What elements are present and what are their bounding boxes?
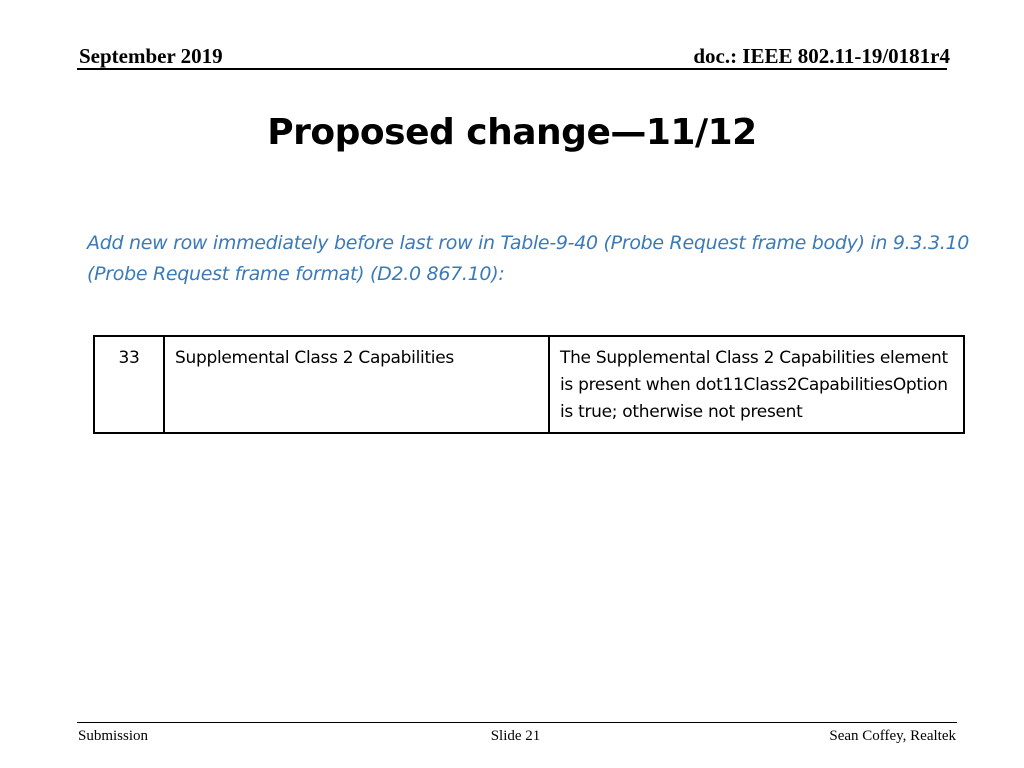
footer-slide-number: Slide 21 xyxy=(490,728,541,744)
instruction-text: Add new row immediately before last row in Table-9-40 (Probe Request frame body) in 9.3.3.10 (Probe Request frame format) (D2.0 867.10): xyxy=(87,232,970,285)
table-row xyxy=(94,336,964,433)
order-cell: 33 xyxy=(94,336,164,433)
header-divider xyxy=(77,68,947,70)
header-date: September 2019 xyxy=(79,44,223,68)
information-cell: Supplemental Class 2 Capabilities xyxy=(164,336,549,433)
proposed-row-table xyxy=(93,335,965,434)
header-doc-id: doc.: IEEE 802.11-19/0181r4 xyxy=(693,44,950,68)
footer-submission: Submission xyxy=(78,728,149,744)
footer-divider xyxy=(77,722,957,723)
footer-author: Sean Coffey, Realtek xyxy=(829,728,956,744)
notes-cell: The Supplemental Class 2 Capabilities element is present when dot11Class2CapabilitiesOption is true; otherwise not present xyxy=(549,336,964,433)
slide-title: Proposed change—11/12 xyxy=(267,112,757,153)
